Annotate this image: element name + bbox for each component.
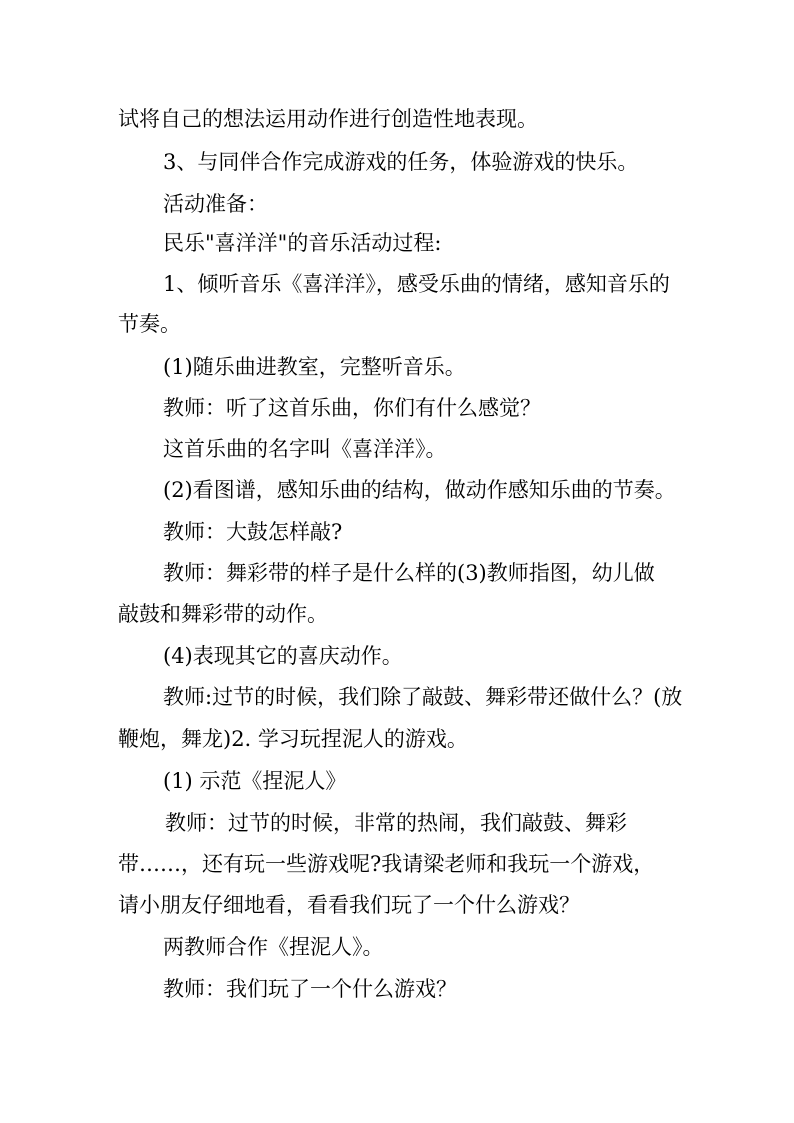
text-line-substep-1: (1)随乐曲进教室，完整听音乐。 [163, 355, 466, 379]
text-line-substep-2: (2)看图谱，感知乐曲的结构，做动作感知乐曲的节奏。 [163, 478, 676, 502]
text-line-teacher-speech-3: 请小朋友仔细地看，看看我们玩了一个什么游戏？ [118, 893, 580, 917]
text-line-teacher-question-1: 教师：听了这首乐曲，你们有什么感觉？ [163, 396, 541, 420]
text-line-step-2: 鞭炮，舞龙)2. 学习玩捏泥人的游戏。 [118, 727, 468, 751]
text-line-teachers-cooperate: 两教师合作《捏泥人》。 [163, 935, 384, 959]
text-line-teacher-question-5: 教师：我们玩了一个什么游戏？ [163, 977, 457, 1001]
text-line-teacher-question-3: 教师：舞彩带的样子是什么样的(3)教师指图，幼儿做 [163, 561, 655, 585]
text-line-substep-3-cont: 敲鼓和舞彩带的动作。 [118, 602, 328, 626]
text-line-teacher-question-2: 教师：大鼓怎样敲? [163, 520, 343, 544]
text-line-substep-4: (4)表现其它的喜庆动作。 [163, 644, 403, 668]
text-line-step-2-substep-1: (1) 示范《捏泥人》 [163, 769, 347, 793]
text-line-goal-3: 3、与同伴合作完成游戏的任务，体验游戏的快乐。 [163, 150, 639, 174]
text-line-step-1: 1、倾听音乐《喜洋洋》，感受乐曲的情绪，感知音乐的 [163, 272, 670, 296]
text-line-teacher-speech-1: 教师：过节的时候，非常的热闹，我们敲鼓、舞彩 [165, 811, 627, 835]
text-line-continuation-goal-2: 试将自己的想法运用动作进行创造性地表现。 [118, 107, 538, 131]
text-line-teacher-speech-2: 带……，还有玩一些游戏呢?我请梁老师和我玩一个游戏， [118, 852, 655, 876]
text-line-step-1-cont: 节奏。 [118, 312, 181, 336]
section-heading-process: 民乐"喜洋洋"的音乐活动过程: [163, 231, 442, 255]
text-line-music-name: 这首乐曲的名字叫《喜洋洋》。 [163, 437, 447, 461]
section-heading-preparation: 活动准备： [163, 192, 268, 216]
text-line-teacher-question-4: 教师:过节的时候，我们除了敲鼓、舞彩带还做什么？(放 [163, 685, 683, 709]
